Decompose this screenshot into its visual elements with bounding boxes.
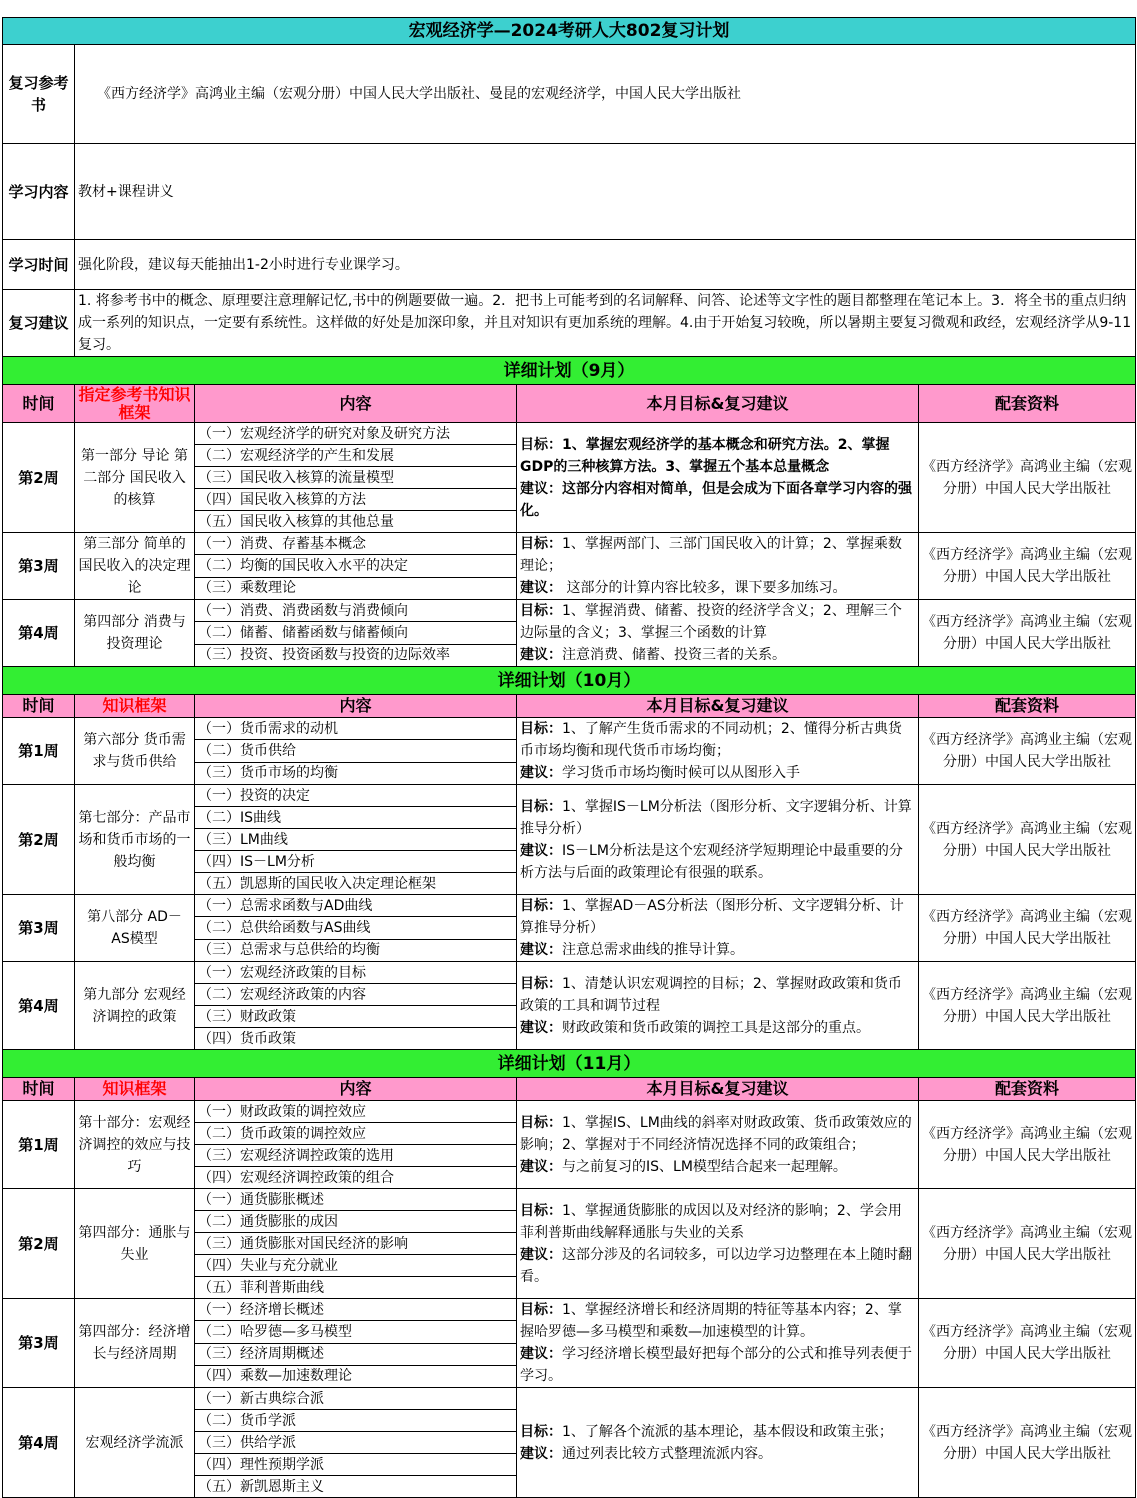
advice-line xyxy=(520,1017,915,1039)
week-label: 第4周 xyxy=(3,1388,75,1498)
content-item: （一）消费、消费函数与消费倾向 xyxy=(195,600,517,622)
month-title: 详细计划（11月） xyxy=(3,1050,1136,1078)
goal-text: 1、掌握通货膨胀的成因以及对经济的影响；2、学会用菲利普斯曲线解释通胀与失业的关系 xyxy=(520,1202,902,1241)
goal-label: 目标： xyxy=(520,798,562,815)
header-material: 配套资料 xyxy=(919,695,1136,718)
content-item: （三）乘数理论 xyxy=(195,577,517,599)
advice-line xyxy=(520,1443,915,1465)
goal-line xyxy=(520,434,915,478)
advice-line xyxy=(520,644,915,666)
content-item: （三）货币市场的均衡 xyxy=(195,762,517,784)
header-time: 时间 xyxy=(3,385,75,423)
content-item: （三）LM曲线 xyxy=(195,829,517,851)
goal-cell xyxy=(517,1101,919,1189)
content-item: （三）通货膨胀对国民经济的影响 xyxy=(195,1233,517,1255)
frame-text: 第三部分 简单的国民收入的决定理论 xyxy=(75,533,195,600)
advice-tag: 建议： xyxy=(520,942,562,958)
goal-label: 目标： xyxy=(520,898,562,914)
week-label: 第2周 xyxy=(3,1189,75,1299)
goal-text: 1、了解产生货币需求的不同动机；2、懂得分析古典货币市场均衡和现代货币市场均衡； xyxy=(520,721,902,759)
advice-value: 1. 将参考书中的概念、原理要注意理解记忆,书中的例题要做一遍。2．把书上可能考到的名词解释、问答、论述等文字性的题目都整理在笔记本上。3．将全书的重点归纳成一系列的知识点，一定要有系统性。这样做的好处是加深印象，并且对知识有更加系统的理解。4.由于开始复习较晚，所以暑期主要复习微观和政经，宏观经济学从9-11复习。 xyxy=(75,290,1136,357)
advice-line xyxy=(520,840,915,884)
content-item: （二）宏观经济学的产生和发展 xyxy=(195,445,517,467)
advice-tag: 建议： xyxy=(520,1246,562,1263)
content-item: （二）货币供给 xyxy=(195,740,517,762)
goal-label: 目标： xyxy=(520,436,562,453)
header-time: 时间 xyxy=(3,695,75,718)
goal-text: 1、了解各个流派的基本理论，基本假设和政策主张； xyxy=(562,1423,893,1440)
content-item: （四）理性预期学派 xyxy=(195,1454,517,1476)
time-value: 强化阶段，建议每天能抽出1-2小时进行专业课学习。 xyxy=(75,240,1136,290)
week-label: 第1周 xyxy=(3,718,75,785)
goal-cell xyxy=(517,600,919,667)
content-item: （二）货币学派 xyxy=(195,1410,517,1432)
content-item: （四）IS－LM分析 xyxy=(195,851,517,873)
content-item: （四）货币政策 xyxy=(195,1028,517,1050)
goal-cell xyxy=(517,895,919,962)
material-cell: 《西方经济学》高鸿业主编（宏观分册）中国人民大学出版社 xyxy=(919,533,1136,600)
advice-line xyxy=(520,1244,915,1288)
advice-line xyxy=(520,1156,915,1178)
content-item: （一）宏观经济政策的目标 xyxy=(195,962,517,984)
content-item: （三）财政政策 xyxy=(195,1006,517,1028)
header-time: 时间 xyxy=(3,1078,75,1101)
month-title: 详细计划（10月） xyxy=(3,667,1136,695)
header-frame: 指定参考书知识框架 xyxy=(75,385,195,423)
frame-text: 第六部分 货币需求与货币供给 xyxy=(75,718,195,785)
ref-label: 复习参考书 xyxy=(3,45,75,144)
goal-line xyxy=(520,1112,915,1156)
content-item: （四）乘数—加速数理论 xyxy=(195,1365,517,1387)
study-plan-table xyxy=(2,17,1136,1498)
advice-text: 财政政策和货币政策的调控工具是这部分的重点。 xyxy=(562,1019,870,1036)
header-goal: 本月目标&复习建议 xyxy=(517,695,919,718)
header-material: 配套资料 xyxy=(919,1078,1136,1101)
content-item: （一）货币需求的动机 xyxy=(195,718,517,740)
material-cell: 《西方经济学》高鸿业主编（宏观分册）中国人民大学出版社 xyxy=(919,1101,1136,1189)
advice-text: 学习货币市场均衡时候可以从图形入手 xyxy=(562,765,800,781)
header-content: 内容 xyxy=(195,1078,517,1101)
goal-cell xyxy=(517,1189,919,1299)
header-frame: 知识框架 xyxy=(75,695,195,718)
goal-line xyxy=(520,533,915,577)
advice-tag: 建议： xyxy=(520,765,562,781)
content-item: （二）总供给函数与AS曲线 xyxy=(195,917,517,939)
goal-cell xyxy=(517,1299,919,1388)
content-item: （四）宏观经济调控政策的组合 xyxy=(195,1167,517,1189)
goal-cell xyxy=(517,785,919,895)
goal-text: 1、掌握IS－LM分析法（图形分析、文字逻辑分析、计算推导分析） xyxy=(520,798,912,837)
advice-line xyxy=(520,1343,915,1387)
content-item: （三）供给学派 xyxy=(195,1432,517,1454)
advice-text: 通过列表比较方式整理流派内容。 xyxy=(562,1445,772,1462)
content-item: （三）投资、投资函数与投资的边际效率 xyxy=(195,644,517,666)
content-value: 教材+课程讲义 xyxy=(75,144,1136,240)
content-item: （三）经济周期概述 xyxy=(195,1343,517,1365)
goal-label: 目标： xyxy=(520,1202,562,1219)
material-cell: 《西方经济学》高鸿业主编（宏观分册）中国人民大学出版社 xyxy=(919,785,1136,895)
content-item: （一）财政政策的调控效应 xyxy=(195,1101,517,1123)
advice-text: 与之前复习的IS、LM模型结合起来一起理解。 xyxy=(562,1158,847,1175)
advice-tag: 建议： xyxy=(520,647,562,663)
content-item: （二）哈罗德—多马模型 xyxy=(195,1321,517,1343)
content-item: （二）IS曲线 xyxy=(195,807,517,829)
advice-line xyxy=(520,478,915,522)
material-cell: 《西方经济学》高鸿业主编（宏观分册）中国人民大学出版社 xyxy=(919,718,1136,785)
advice-tag: 建议： xyxy=(520,842,562,859)
material-cell: 《西方经济学》高鸿业主编（宏观分册）中国人民大学出版社 xyxy=(919,962,1136,1050)
goal-label: 目标： xyxy=(520,603,562,619)
time-label: 学习时间 xyxy=(3,240,75,290)
content-item: （三）国民收入核算的流量模型 xyxy=(195,467,517,489)
goal-text: 1、清楚认识宏观调控的目标；2、掌握财政政策和货币政策的工具和调节过程 xyxy=(520,975,902,1014)
advice-tag: 建议： xyxy=(520,1019,562,1036)
week-label: 第2周 xyxy=(3,423,75,533)
goal-cell xyxy=(517,533,919,600)
content-item: （五）国民收入核算的其他总量 xyxy=(195,511,517,533)
frame-text: 第七部分：产品市场和货币市场的一般均衡 xyxy=(75,785,195,895)
goal-line xyxy=(520,1299,915,1343)
goal-line xyxy=(520,796,915,840)
content-item: （二）宏观经济政策的内容 xyxy=(195,984,517,1006)
material-cell: 《西方经济学》高鸿业主编（宏观分册）中国人民大学出版社 xyxy=(919,600,1136,667)
goal-cell xyxy=(517,718,919,785)
content-item: （三）总需求与总供给的均衡 xyxy=(195,939,517,961)
goal-line xyxy=(520,1200,915,1244)
goal-text: 1、掌握两部门、三部门国民收入的计算；2、掌握乘数理论； xyxy=(520,536,902,574)
frame-text: 第四部分：经济增长与经济周期 xyxy=(75,1299,195,1388)
goal-label: 目标： xyxy=(520,721,562,737)
goal-label: 目标： xyxy=(520,1302,562,1318)
advice-tag: 建议： xyxy=(520,480,562,497)
month-title: 详细计划（9月） xyxy=(3,357,1136,385)
advice-tag: 建议： xyxy=(520,1445,562,1462)
goal-cell xyxy=(517,962,919,1050)
advice-text: IS－LM分析法是这个宏观经济学短期理论中最重要的分析方法与后面的政策理论有很强的联系。 xyxy=(520,842,903,881)
advice-text: 这部分的计算内容比较多，课下要多加练习。 xyxy=(562,580,847,596)
content-item: （四）国民收入核算的方法 xyxy=(195,489,517,511)
goal-label: 目标： xyxy=(520,1423,562,1440)
page-title: 宏观经济学—2024考研人大802复习计划 xyxy=(3,18,1136,45)
goal-text: 1、掌握IS、LM曲线的斜率对财政政策、货币政策效应的影响；2、掌握对于不同经济情况选择不同的政策组合； xyxy=(520,1114,912,1153)
goal-line xyxy=(520,973,915,1017)
content-item: （一）通货膨胀概述 xyxy=(195,1189,517,1211)
header-content: 内容 xyxy=(195,695,517,718)
material-cell: 《西方经济学》高鸿业主编（宏观分册）中国人民大学出版社 xyxy=(919,1299,1136,1388)
content-label: 学习内容 xyxy=(3,144,75,240)
frame-text: 第一部分 导论 第二部分 国民收入的核算 xyxy=(75,423,195,533)
advice-tag: 建议： xyxy=(520,1346,562,1362)
content-item: （一）总需求函数与AD曲线 xyxy=(195,895,517,917)
goal-label: 目标： xyxy=(520,536,562,552)
goal-label: 目标： xyxy=(520,1114,562,1131)
content-item: （二）均衡的国民收入水平的决定 xyxy=(195,555,517,577)
goal-line xyxy=(520,718,915,762)
frame-text: 第九部分 宏观经济调控的政策 xyxy=(75,962,195,1050)
week-label: 第3周 xyxy=(3,1299,75,1388)
goal-text: 1、掌握AD－AS分析法（图形分析、文字逻辑分析、计算推导分析） xyxy=(520,898,904,936)
header-frame: 知识框架 xyxy=(75,1078,195,1101)
goal-text: 1、掌握经济增长和经济周期的特征等基本内容；2、掌握哈罗德—多马模型和乘数—加速模型的计算。 xyxy=(520,1302,902,1340)
material-cell: 《西方经济学》高鸿业主编（宏观分册）中国人民大学出版社 xyxy=(919,1189,1136,1299)
content-item: （二）货币政策的调控效应 xyxy=(195,1123,517,1145)
goal-line xyxy=(520,895,915,939)
content-item: （一）经济增长概述 xyxy=(195,1299,517,1321)
header-goal: 本月目标&复习建议 xyxy=(517,1078,919,1101)
header-material: 配套资料 xyxy=(919,385,1136,423)
advice-line xyxy=(520,577,915,599)
material-cell: 《西方经济学》高鸿业主编（宏观分册）中国人民大学出版社 xyxy=(919,423,1136,533)
week-label: 第4周 xyxy=(3,600,75,667)
frame-text: 第四部分：通胀与失业 xyxy=(75,1189,195,1299)
header-content: 内容 xyxy=(195,385,517,423)
advice-label: 复习建议 xyxy=(3,290,75,357)
advice-text: 学习经济增长模型最好把每个部分的公式和推导列表便于学习。 xyxy=(520,1346,912,1384)
week-label: 第3周 xyxy=(3,895,75,962)
goal-line xyxy=(520,1421,915,1443)
material-cell: 《西方经济学》高鸿业主编（宏观分册）中国人民大学出版社 xyxy=(919,1388,1136,1498)
week-label: 第4周 xyxy=(3,962,75,1050)
advice-text: 注意消费、储蓄、投资三者的关系。 xyxy=(562,647,786,663)
advice-text: 这部分内容相对简单，但是会成为下面各章学习内容的强化。 xyxy=(520,480,912,519)
content-item: （三）宏观经济调控政策的选用 xyxy=(195,1145,517,1167)
advice-text: 这部分涉及的名词较多，可以边学习边整理在本上随时翻看。 xyxy=(520,1246,912,1285)
goal-text: 1、掌握宏观经济学的基本概念和研究方法。2、掌握GDP的三种核算方法。3、掌握五个基本总量概念 xyxy=(520,436,890,475)
content-item: （四）失业与充分就业 xyxy=(195,1255,517,1277)
goal-text: 1、掌握消费、储蓄、投资的经济学含义；2、理解三个边际量的含义；3、掌握三个函数的计算 xyxy=(520,603,902,641)
goal-cell xyxy=(517,423,919,533)
ref-value: 《西方经济学》高鸿业主编（宏观分册）中国人民大学出版社、曼昆的宏观经济学，中国人民大学出版社 xyxy=(75,45,1136,144)
content-item: （五）新凯恩斯主义 xyxy=(195,1476,517,1498)
header-goal: 本月目标&复习建议 xyxy=(517,385,919,423)
content-item: （一）消费、存蓄基本概念 xyxy=(195,533,517,555)
content-item: （二）通货膨胀的成因 xyxy=(195,1211,517,1233)
advice-line xyxy=(520,762,915,784)
content-item: （一）新古典综合派 xyxy=(195,1388,517,1410)
week-label: 第2周 xyxy=(3,785,75,895)
goal-label: 目标： xyxy=(520,975,562,992)
goal-line xyxy=(520,600,915,644)
frame-text: 第四部分 消费与投资理论 xyxy=(75,600,195,667)
content-item: （五）菲利普斯曲线 xyxy=(195,1277,517,1299)
week-label: 第1周 xyxy=(3,1101,75,1189)
frame-text: 第十部分：宏观经济调控的效应与技巧 xyxy=(75,1101,195,1189)
advice-text: 注意总需求曲线的推导计算。 xyxy=(562,942,744,958)
content-item: （五）凯恩斯的国民收入决定理论框架 xyxy=(195,873,517,895)
advice-tag: 建议： xyxy=(520,580,562,596)
frame-text: 第八部分 AD－AS模型 xyxy=(75,895,195,962)
advice-line xyxy=(520,939,915,961)
goal-cell xyxy=(517,1388,919,1498)
content-item: （一）宏观经济学的研究对象及研究方法 xyxy=(195,423,517,445)
week-label: 第3周 xyxy=(3,533,75,600)
advice-tag: 建议： xyxy=(520,1158,562,1175)
content-item: （二）储蓄、储蓄函数与储蓄倾向 xyxy=(195,622,517,644)
material-cell: 《西方经济学》高鸿业主编（宏观分册）中国人民大学出版社 xyxy=(919,895,1136,962)
frame-text: 宏观经济学流派 xyxy=(75,1388,195,1498)
content-item: （一）投资的决定 xyxy=(195,785,517,807)
